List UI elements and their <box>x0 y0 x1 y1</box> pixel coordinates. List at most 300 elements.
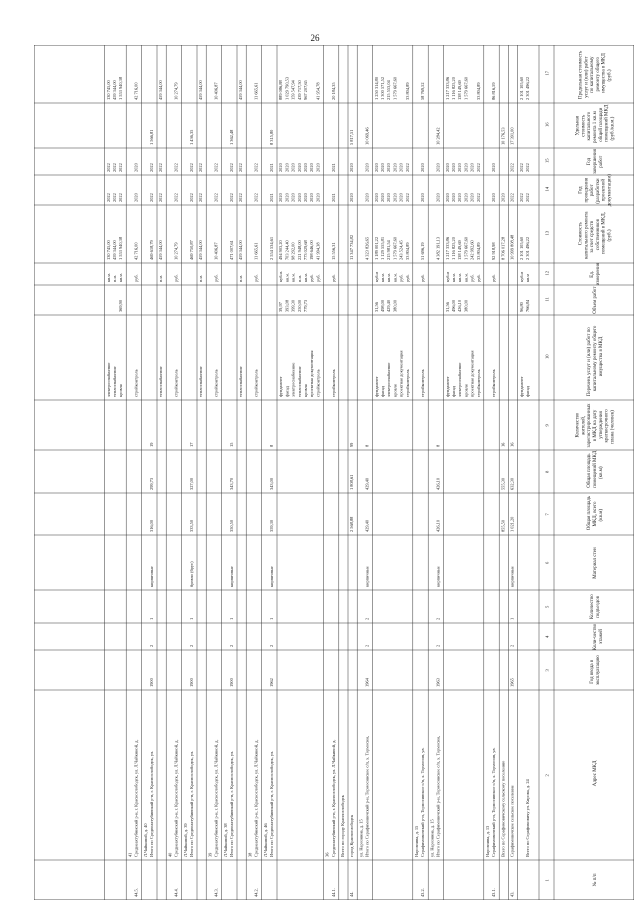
header-cell: (кв.м) <box>598 466 604 479</box>
cell-works: стройконтроль <box>253 369 259 397</box>
cell-vol: 380,00 <box>463 299 469 312</box>
cell-y1: 2020 <box>133 193 139 202</box>
cell-y2: 2022 <box>118 163 124 172</box>
header-cell: МКД, всего <box>593 501 598 527</box>
cell-cost: 773 029,68 <box>303 240 308 260</box>
row-number: 44.1. <box>330 888 336 897</box>
header-cell: проведения <box>584 177 590 203</box>
address-cell: Серафимовичский р-н, Тормосинское с/п, х. Тормосин, ул. <box>491 747 497 857</box>
address-cell: Серафимовичский р-н, Тормосинское с/п, х. Тормосин, ул. <box>420 747 426 857</box>
cell-limit: 459 344,00 <box>158 80 164 100</box>
header-cell: Объем работ <box>593 286 598 314</box>
cell-ent: 1 <box>269 617 274 620</box>
cell-limit: 11 665,61 <box>253 82 259 100</box>
header-cell: работ <box>598 155 604 168</box>
cell-vol: 779,73 <box>303 299 308 312</box>
cell-works: проектная документация <box>309 350 315 397</box>
cell-cost: 42 716,00 <box>133 242 139 260</box>
cell-y2: 2020 <box>457 163 463 172</box>
header-cell: в МКД на дату <box>593 409 598 442</box>
cell-unit: кв.м <box>525 273 530 282</box>
header-cell: завершения <box>593 149 598 174</box>
column-number: 3 <box>544 669 550 672</box>
cell-y2: 2020 <box>444 163 450 172</box>
cell-y2: 2020 <box>364 163 370 172</box>
cell-unit: кв.м. <box>392 272 398 282</box>
cell-works: теплоснабжение <box>198 366 204 397</box>
header-cell: работ <box>590 184 596 197</box>
cell-ent: 1 <box>149 617 154 620</box>
cell-limit: 1 250 314,80 <box>373 76 379 100</box>
cell-cost: 33 804,89 <box>404 242 410 260</box>
header-cell: капитального ремонта <box>584 211 590 259</box>
cell-cost: 92 918,98 <box>491 242 497 260</box>
cell-unit: руб. <box>213 274 219 282</box>
address-cell: Нарознина, д. 13 <box>485 825 490 857</box>
cell-limit: 2 101 105,60 <box>518 76 524 100</box>
cell-y1: 2020 <box>457 193 463 202</box>
cell-y1: 2022 <box>173 193 179 202</box>
header-cell: Год ввода в <box>590 659 596 684</box>
cell-works: теплоснабжение <box>296 366 302 397</box>
cell-vol: 399,30 <box>290 299 296 312</box>
header-cell: Ед. <box>590 270 596 278</box>
cell-works: стройконтроль <box>213 369 219 397</box>
cell-works: кровля <box>463 384 469 397</box>
address-cell: Итого по Серафимовичский р-н, Тормосинское с/п, х. Тормосин, <box>435 736 441 857</box>
address-cell: Л.Чайкиной, д. 39 <box>182 823 188 857</box>
cell-y1: 2020 <box>284 193 290 202</box>
cell-unit: руб. <box>309 274 315 282</box>
cell-limit: 86 816,59 <box>491 82 497 100</box>
header-cell: помещений МКД <box>604 104 610 142</box>
cell-works: теплоснабжение <box>238 366 244 397</box>
cell-floors: 2 <box>364 644 370 647</box>
address-cell: Л.Чайкиной, д. 46 <box>262 823 268 857</box>
cell-unit: п.м. <box>198 274 204 282</box>
cell-y2: 2020 <box>463 163 469 172</box>
cell-unit: руб. <box>173 274 179 282</box>
cell-y1: 2020 <box>386 193 392 202</box>
cell-works: фундамент <box>444 376 450 397</box>
cell-cost: 10 406,87 <box>213 242 219 260</box>
cell-y1: 2020 <box>435 193 441 202</box>
address-cell: 40 <box>167 852 173 857</box>
address-cell: 41 <box>127 852 133 857</box>
cell-limit: 1 579 667,60 <box>463 76 469 100</box>
cell-wall: кирпичные <box>364 566 370 587</box>
column-number: 12 <box>544 270 550 276</box>
header-cell: Предельная стоимость <box>578 50 584 99</box>
cell-limit: 10 274,79 <box>173 82 179 100</box>
column-number: 6 <box>544 561 550 564</box>
column-number: 8 <box>544 470 550 473</box>
header-cell: подъездов <box>595 596 601 618</box>
address-cell: Всего по городу Краснослободск <box>340 795 345 857</box>
cell-area2: 426,10 <box>435 477 441 490</box>
column-number: 16 <box>544 122 550 127</box>
cell-limit: 2 301 496,22 <box>525 76 530 100</box>
cell-ent: 1 <box>509 617 515 620</box>
cell-cost: 459 344,00 <box>158 240 164 260</box>
row-number: 44.3. <box>213 888 219 897</box>
header-cell: Удельная <box>575 115 581 136</box>
cell-area: 316,00 <box>149 519 154 532</box>
cell-floors: 2 <box>435 644 441 647</box>
cell-cost: 10 274,79 <box>173 242 179 260</box>
cell-area2: 343,70 <box>229 477 234 490</box>
cell-vol: 429,40 <box>386 299 392 312</box>
cell-res: 8 <box>269 444 274 447</box>
cell-y1: 2022 <box>509 193 515 202</box>
cell-works: стройконтроль <box>420 369 426 397</box>
cell-y2: 2022 <box>238 163 244 172</box>
cell-works: теплоснабжение <box>158 366 164 397</box>
header-cell: общей площади <box>598 107 604 142</box>
cell-area2: 1 808,61 <box>349 474 355 490</box>
cell-floors: 2 <box>189 644 194 647</box>
cell-y2: 2022 <box>112 163 117 172</box>
cell-cost: 15 556,31 <box>330 242 336 260</box>
cell-ent: 1 <box>229 617 234 620</box>
cell-unit: кв.м. <box>118 272 124 282</box>
column-number: 2 <box>544 774 550 777</box>
header-cell: плана (человек) <box>610 410 616 444</box>
cell-wall: кирпичные <box>229 566 234 587</box>
cell-limit: 459 344,00 <box>238 80 244 100</box>
cell-y1: 2020 <box>491 193 497 202</box>
cell-limit: 41 954,78 <box>315 82 321 100</box>
header-cell: стоимость <box>581 114 587 137</box>
cell-cost: 1 579 667,60 <box>392 236 398 260</box>
cell-cost: 243 524,45 <box>398 240 404 260</box>
cell-y2: 2022 <box>105 163 111 172</box>
cell-year: 1962 <box>269 678 274 687</box>
header-cell: Количество <box>575 412 581 438</box>
header-cell: ремонта 1 кв.м <box>593 111 598 143</box>
header-cell: Материал стен <box>593 547 598 579</box>
cell-works: теплоснабжение <box>112 366 117 397</box>
cell-spec: 8 315,80 <box>269 129 274 145</box>
cell-cost: 11 347 734,82 <box>349 234 355 260</box>
cell-y2: 2021 <box>269 163 274 172</box>
cell-works: стройконтроль <box>315 369 321 397</box>
header-cell: краткосрочного <box>604 409 610 443</box>
cell-res: 16 <box>500 442 506 447</box>
cell-y1: 2020 <box>444 193 450 202</box>
cell-spec: 5 817,51 <box>349 129 355 145</box>
cell-limit: 1 116 825,20 <box>451 77 456 100</box>
column-number: 4 <box>544 635 550 638</box>
cell-year: 1963 <box>435 678 441 687</box>
cell-limit: 439 717,50 <box>296 80 302 100</box>
cell-works: фасад <box>525 386 530 397</box>
cell-works: проектная документация <box>469 350 475 397</box>
cell-y2: 2020 <box>451 163 456 172</box>
cell-limit: 1 217 333,86 <box>444 76 450 100</box>
cell-works: стройконтроль <box>133 369 139 397</box>
cell-vol: 496,00 <box>451 299 456 312</box>
address-cell: Среднеахтубинский р-н, г. Краснослободск, ул. Л.Чайкиной, д. <box>133 739 139 857</box>
cell-unit: руб. <box>398 274 404 282</box>
header-cell: помещений в МКД, <box>601 212 607 254</box>
cell-y2: 2021 <box>330 163 336 172</box>
cell-cost: 494 903,20 <box>278 240 284 260</box>
cell-y2: 2020 <box>290 163 296 172</box>
cell-unit: куб.м <box>373 271 379 282</box>
cell-year: 1900 <box>229 678 234 687</box>
cell-limit: 459 344,00 <box>198 80 204 100</box>
column-number: 9 <box>544 424 550 427</box>
cell-unit: кв.м. <box>284 272 290 282</box>
cell-works: стройконтроль <box>330 369 336 397</box>
cell-limit: 10 406,87 <box>213 82 219 100</box>
cell-area: 2 568,88 <box>349 516 355 532</box>
column-number: 17 <box>544 70 550 76</box>
cell-cost: 459 344,00 <box>112 240 117 260</box>
cell-y2: 2020 <box>303 163 308 172</box>
cell-vol: 31,56 <box>373 302 379 312</box>
cell-y2: 2020 <box>392 163 398 172</box>
cell-works: электроснабжение <box>105 362 111 397</box>
cell-area: 429,40 <box>364 519 370 532</box>
header-cell: Год <box>578 186 584 194</box>
cell-ent: 2 <box>364 617 370 620</box>
address-cell: Всего по Серафимовичу ул. Кирова, д. 24 <box>525 779 530 857</box>
cell-y2: 2020 <box>398 163 404 172</box>
header-cell: (руб.) <box>607 69 613 82</box>
cell-y1: 2022 <box>404 193 410 202</box>
cell-unit: руб. <box>491 274 497 282</box>
header-cell: за счет средств <box>590 220 596 253</box>
cell-limit: 33 804,89 <box>404 82 410 100</box>
cell-unit: руб. <box>133 274 139 282</box>
row-number: 43.2. <box>420 888 426 897</box>
cell-y1: 2022 <box>112 193 117 202</box>
cell-vol: 369,90 <box>118 299 124 312</box>
column-number: 10 <box>544 354 550 359</box>
cell-wall: бревно (брус) <box>189 561 194 587</box>
cell-y2: 2022 <box>213 163 219 172</box>
cell-works: стройконтроль <box>173 369 179 397</box>
row-number: 43.1. <box>491 888 497 897</box>
cell-area: 333,50 <box>189 519 194 532</box>
header-cell: Общая площадь <box>587 495 593 531</box>
address-cell: 39 <box>207 852 213 857</box>
cell-unit: руб. <box>404 274 410 282</box>
address-cell: 36 <box>324 852 330 857</box>
address-cell: Итого по Среднеахтубинский р-н, г. Краснослободск, ул. <box>189 750 194 857</box>
cell-limit: 58 769,52 <box>420 82 426 100</box>
cell-y1: 2020 <box>349 193 355 202</box>
header-cell: (разработки <box>595 178 601 204</box>
cell-vol: 498,00 <box>380 299 385 312</box>
address-cell: Итого по Серафимовичский р-н, Тормосинское с/п, х. Тормосин, <box>364 736 370 857</box>
cell-y1: 2021 <box>269 193 274 202</box>
cell-res: 99 <box>349 442 355 447</box>
cell-limit: 42 716,00 <box>133 82 139 100</box>
cell-limit: 1 553 940,38 <box>118 76 124 100</box>
cell-works: кровля <box>118 384 124 397</box>
cell-res: 17 <box>189 442 194 447</box>
cell-unit: кв.м. <box>451 272 456 282</box>
address-cell: Итого по Среднеахтубинский р-н, г. Краснослободск, ул. <box>229 750 234 857</box>
cell-y1: 2022 <box>198 193 204 202</box>
cell-spec: 10 069,46 <box>364 127 370 145</box>
cell-cost: 33 804,89 <box>475 242 481 260</box>
header-cell: жителей, <box>581 415 587 435</box>
cell-y1: 2022 <box>253 193 259 202</box>
cell-y1: 2020 <box>398 193 404 202</box>
address-cell: Среднеахтубинский р-н, г. Краснослободск, ул. Л.Чайкиной, д. <box>330 739 336 857</box>
cell-y2: 2020 <box>420 163 426 172</box>
cell-works: стройконтроль <box>491 369 497 397</box>
cell-y2: 2020 <box>309 163 315 172</box>
cell-y1: 2022 <box>518 193 524 202</box>
address-cell: ул. Нарознина, д. 15 <box>429 819 435 857</box>
cell-res: 15 <box>229 442 234 447</box>
cell-y2: 2020 <box>380 163 385 172</box>
header-cell: Адрес МКД <box>593 760 598 787</box>
cell-vol: 766,84 <box>525 299 530 312</box>
cell-y1: 2020 <box>500 193 506 202</box>
header-cell: капитального <box>587 111 593 141</box>
cell-limit: 138 149,69 <box>457 80 463 100</box>
cell-cost: 98 292,00 <box>290 242 296 260</box>
cell-floors: 2 <box>229 644 234 647</box>
cell-works: фундамент <box>518 376 524 397</box>
cell-limit: 1 579 667,60 <box>392 76 398 100</box>
address-cell: Среднеахтубинский р-н, г. Краснослободск, ул. Л.Чайкиной, д. <box>213 739 219 857</box>
header-cell: Коли-чество <box>593 623 598 651</box>
header-cell: помещений МКД <box>593 450 598 488</box>
header-cell: Год <box>587 157 593 166</box>
header-cell: утверждения <box>598 411 604 439</box>
cell-unit: п.м. <box>158 274 164 282</box>
cell-works: фасад <box>284 386 290 397</box>
cell-unit: куб.м <box>518 271 524 282</box>
cell-cost: 703 244,40 <box>284 240 290 260</box>
cell-vol: 393,08 <box>284 299 290 312</box>
header-cell: Количество <box>590 594 596 619</box>
cell-y1: 2022 <box>118 193 124 202</box>
cell-limit: 967 207,65 <box>303 80 308 100</box>
cell-y2: 2020 <box>296 163 302 172</box>
cell-vol: 380,00 <box>392 299 398 312</box>
cell-unit: кв.м. <box>290 272 296 282</box>
header-cell: проектной <box>601 178 607 202</box>
cell-unit: кв.м. <box>457 272 463 282</box>
cell-works: кровля <box>303 384 308 397</box>
header-cell: ремонту общего <box>595 57 601 92</box>
address-cell: город Краснослободск <box>349 814 355 857</box>
header-cell: (руб./кв.м.) <box>610 116 616 141</box>
cell-spec: 17 391,00 <box>509 127 515 145</box>
header-cell: имущества в МКД <box>598 336 604 377</box>
cell-cost: 51 696,19 <box>420 242 426 260</box>
cell-y1: 2022 <box>525 193 530 202</box>
cell-cost: 11 665,61 <box>253 242 259 260</box>
cell-cost: 459 344,00 <box>198 240 204 260</box>
cell-ent: 1 <box>189 617 194 620</box>
cell-cost: 469 618,79 <box>149 240 154 260</box>
cell-unit: руб. <box>420 274 426 282</box>
cell-vol: 31,56 <box>444 302 450 312</box>
header-cell: № п/п <box>593 873 598 887</box>
cell-cost: 469 750,87 <box>189 240 194 260</box>
cell-y1: 2022 <box>475 193 481 202</box>
cell-floors: 2 <box>509 644 515 647</box>
cell-cost: 1 579 667,60 <box>463 236 469 260</box>
cell-limit: 215 553,04 <box>386 80 392 100</box>
cell-y2: 2022 <box>198 163 204 172</box>
cell-y1: 2022 <box>189 193 194 202</box>
cell-y1: 2020 <box>451 193 456 202</box>
cell-y1: 2020 <box>469 193 475 202</box>
cell-unit: куб.м <box>444 271 450 282</box>
cell-limit: 1 300 571,52 <box>380 76 385 100</box>
cell-limit: 20 184,35 <box>330 82 336 100</box>
header-cell: (кв.м) <box>598 508 604 522</box>
row-number: 43. <box>509 891 515 897</box>
cell-limit: 33 804,89 <box>475 82 481 100</box>
cell-cost: 8 706 017,28 <box>500 236 506 260</box>
cell-y2: 2022 <box>253 163 259 172</box>
cell-unit: кв.м. <box>463 272 469 282</box>
cell-limit: 459 344,00 <box>112 80 117 100</box>
cell-y1: 2020 <box>309 193 315 202</box>
cell-cost: 242 992,60 <box>469 240 475 260</box>
cell-y2: 2020 <box>469 163 475 172</box>
cell-unit: п.м. <box>238 274 244 282</box>
column-number: 11 <box>544 297 550 302</box>
cell-unit: кв.м. <box>386 272 392 282</box>
address-cell: 38 <box>247 852 253 857</box>
row-number: 44. <box>349 891 355 897</box>
cell-ent: 2 <box>435 617 441 620</box>
address-cell: Среднеахтубинский р-н, г. Краснослободск, ул. Л.Чайкиной, д. <box>173 739 179 857</box>
cell-area2: 327,00 <box>189 477 194 490</box>
cell-area2: 429,40 <box>364 477 370 490</box>
cell-works: фасад <box>451 386 456 397</box>
cell-y2: 2020 <box>349 163 355 172</box>
cell-res: 8 <box>435 444 441 447</box>
cell-cost: 1 189 001,22 <box>373 236 379 260</box>
cell-y2: 2022 <box>173 163 179 172</box>
cell-limit: 130 745,00 <box>105 80 111 100</box>
cell-wall: кирпичные <box>149 566 154 587</box>
cell-wall: кирпичные <box>269 566 274 587</box>
cell-y2: 2022 <box>229 163 234 172</box>
cell-cost: 1 129 555,81 <box>380 236 385 260</box>
address-cell: Л.Чайкиной, д. 38 <box>222 823 228 857</box>
cell-y2: 2022 <box>475 163 481 172</box>
cell-limit: 889 086,88 <box>278 80 284 100</box>
cell-y1: 2020 <box>364 193 370 202</box>
cell-unit: куб.м. <box>278 270 284 282</box>
cell-y1: 2020 <box>278 193 284 202</box>
cell-limit: 159 547,94 <box>290 80 296 100</box>
cell-limit: 1 029 790,53 <box>284 76 290 100</box>
cell-cost: 198 646,00 <box>309 240 315 260</box>
cell-cost: 130 745,00 <box>105 240 111 260</box>
cell-unit: руб. <box>330 274 336 282</box>
cell-spec: 10 176,53 <box>500 127 506 145</box>
cell-y2: 2022 <box>525 163 530 172</box>
cell-unit: п.м. <box>296 274 302 282</box>
cell-res: 16 <box>509 442 515 447</box>
header-cell: этажей <box>598 629 604 644</box>
